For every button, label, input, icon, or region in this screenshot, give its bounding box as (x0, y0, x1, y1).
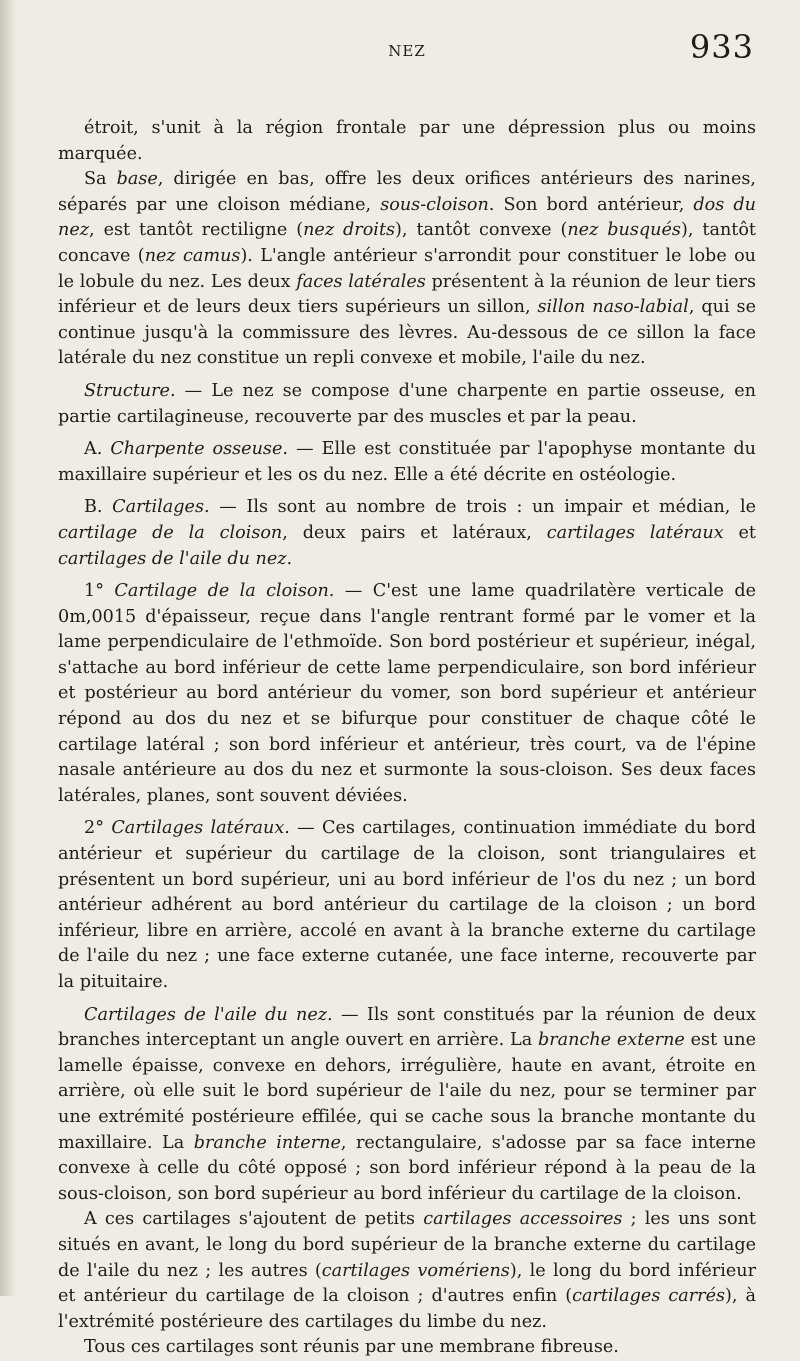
text-run: ), le long du bord inférieur et antérieur du cartilage de la cloison ; d'autres enfin ( (58, 1260, 756, 1307)
italic-term: nez busqués (567, 220, 681, 241)
italic-term: cartilages latéraux (546, 522, 724, 543)
text-run: ; les uns sont situés en avant, le long du bord supérieur de la branche externe du cartilage de l'aile du nez ; les autres ( (58, 1209, 756, 1281)
italic-term: sous-cloison (380, 194, 489, 215)
text-run: Sa (84, 169, 117, 190)
text-run: 1° (84, 581, 115, 602)
paragraph (58, 167, 756, 372)
text-run: A. (84, 439, 111, 460)
italic-term: Charpente osseuse. (110, 439, 288, 460)
text-run: , qui se continue jusqu'à la commissure des lèvres. Au-dessous de ce sillon la face latérale du nez constitue un repli convexe et mobile, l'aile du nez. (58, 297, 756, 369)
italic-term: branche interne (193, 1132, 341, 1153)
text-run: — C'est une lame quadrilatère verticale de 0m,0015 d'épaisseur, reçue dans l'angle rentrant formé par le vomer et la lame perpendiculaire de l'ethmoïde. Son bord postérieur et supérieur, inégal, s'attache au bord inférieur de cette lame perpendiculaire, son bord inférieur et postérieur au bord antérieur du vomer, son bord supérieur et antérieur répond au dos du nez et se bifurque pour constituer de chaque côté le cartilage latéral ; son bord inférieur et antérieur, très court, va de l'épine nasale antérieure au dos du nez et surmonte la sous-cloison. Ses deux faces latérales, planes, sont souvent déviées. (58, 581, 757, 806)
text-run: ), tantôt concave ( (58, 220, 757, 266)
paragraph (58, 1335, 756, 1361)
italic-term: cartilages vomériens (321, 1260, 510, 1281)
italic-term: faces latérales (296, 271, 426, 292)
text-run: ). L'angle antérieur s'arrondit pour constituer le lobe ou le lobule du nez. Les deux (58, 245, 756, 292)
italic-term: nez droits (303, 220, 396, 241)
paragraph (58, 816, 756, 995)
text-run: . Son bord antérieur, (488, 194, 694, 215)
italic-term: Cartilages. (112, 497, 210, 518)
paragraph (58, 1003, 756, 1208)
text-run: Tous ces cartilages sont réunis par une membrane fibreuse. (84, 1337, 619, 1358)
text-run: , est tantôt rectiligne ( (89, 220, 304, 241)
text-run: , deux pairs et latéraux, (282, 522, 547, 543)
binding-shadow (0, 0, 16, 1296)
running-title: NEZ (388, 42, 426, 60)
text-run: — Le nez se compose d'une charpente en partie osseuse, en partie cartilagineuse, recouverte par des muscles et par la peau. (58, 380, 756, 427)
text-run: — Ces cartilages, continuation immédiate du bord antérieur et supérieur du cartilage de la cloison, sont triangulaires et présentent un bord supérieur, uni au bord inférieur de l'os du nez ; un bord antérieur adhérent au bord antérieur du cartilage de la cloison ; un bord inférieur, libre en arrière, accolé en avant à la branche externe du cartilage de l'aile du nez ; une face externe cutanée, une face interne, recouverte par la pituitaire. (58, 818, 756, 992)
paragraph (58, 437, 756, 488)
page-header (58, 0, 756, 66)
italic-term: nez camus (144, 245, 241, 266)
text-run: A ces cartilages s'ajoutent de petits (84, 1209, 424, 1230)
italic-term: base (116, 169, 158, 190)
italic-term: branche externe (537, 1030, 685, 1051)
italic-term: Cartilages de l'aile du nez. (84, 1004, 333, 1025)
paragraph (58, 579, 756, 809)
text-run: — Elle est constituée par l'apophyse montante du maxillaire supérieur et les os du nez. Elle a été décrite en ostéologie. (58, 439, 756, 485)
text-run: , dirigée en bas, offre les deux orifices antérieurs des narines, séparés par une cloison médiane, (58, 169, 756, 215)
text-run: , rectangulaire, s'adosse par sa face interne convexe à celle du côté opposé ; son bord inférieur répond à la peau de la sous-cloison, son bord supérieur au bord inférieur du cartilage de la cloison. (58, 1132, 756, 1204)
text-run: 2° (84, 818, 112, 839)
italic-term: cartilages carrés (572, 1286, 726, 1307)
text-run: — Ils sont au nombre de trois : un impair et médian, le (209, 497, 756, 518)
text-run: étroit, s'unit à la région frontale par une dépression plus ou moins marquée. (58, 118, 756, 164)
italic-term: sillon naso-labial (537, 297, 689, 318)
text-run: ), à l'extrémité postérieure des cartilages du limbe du nez. (58, 1286, 757, 1332)
text-run: présentent à la réunion de leur tiers inférieur et de leurs deux tiers supérieurs un sillon, (58, 271, 756, 318)
text-run: ), tantôt convexe ( (395, 220, 568, 241)
italic-term: Structure. (84, 380, 176, 401)
text-run: B. (84, 497, 113, 518)
italic-term: cartilage de la cloison (58, 522, 283, 543)
italic-term: Cartilages latéraux. (111, 818, 290, 839)
text-run: et (723, 522, 756, 543)
italic-term: dos du nez (58, 194, 756, 241)
text-body (58, 116, 756, 1361)
text-run: . (286, 548, 293, 569)
italic-term: Cartilage de la cloison. (114, 581, 335, 602)
paragraph (58, 379, 756, 430)
text-run: est une lamelle épaisse, convexe en dehors, irrégulière, haute en avant, étroite en arrière, où elle suit le bord supérieur de l'aile du nez, pour se terminer par une extrémité postérieure effilée, qui se cache sous la branche montante du maxillaire. La (58, 1030, 757, 1153)
paragraph (58, 116, 756, 167)
paragraph (58, 495, 756, 572)
page-number: 933 (689, 28, 754, 66)
paragraph (58, 1207, 756, 1335)
text-run: — Ils sont constitués par la réunion de deux branches interceptant un angle ouvert en arrière. La (58, 1004, 756, 1051)
italic-term: cartilages accessoires (423, 1209, 623, 1230)
italic-term: cartilages de l'aile du nez (58, 548, 287, 569)
